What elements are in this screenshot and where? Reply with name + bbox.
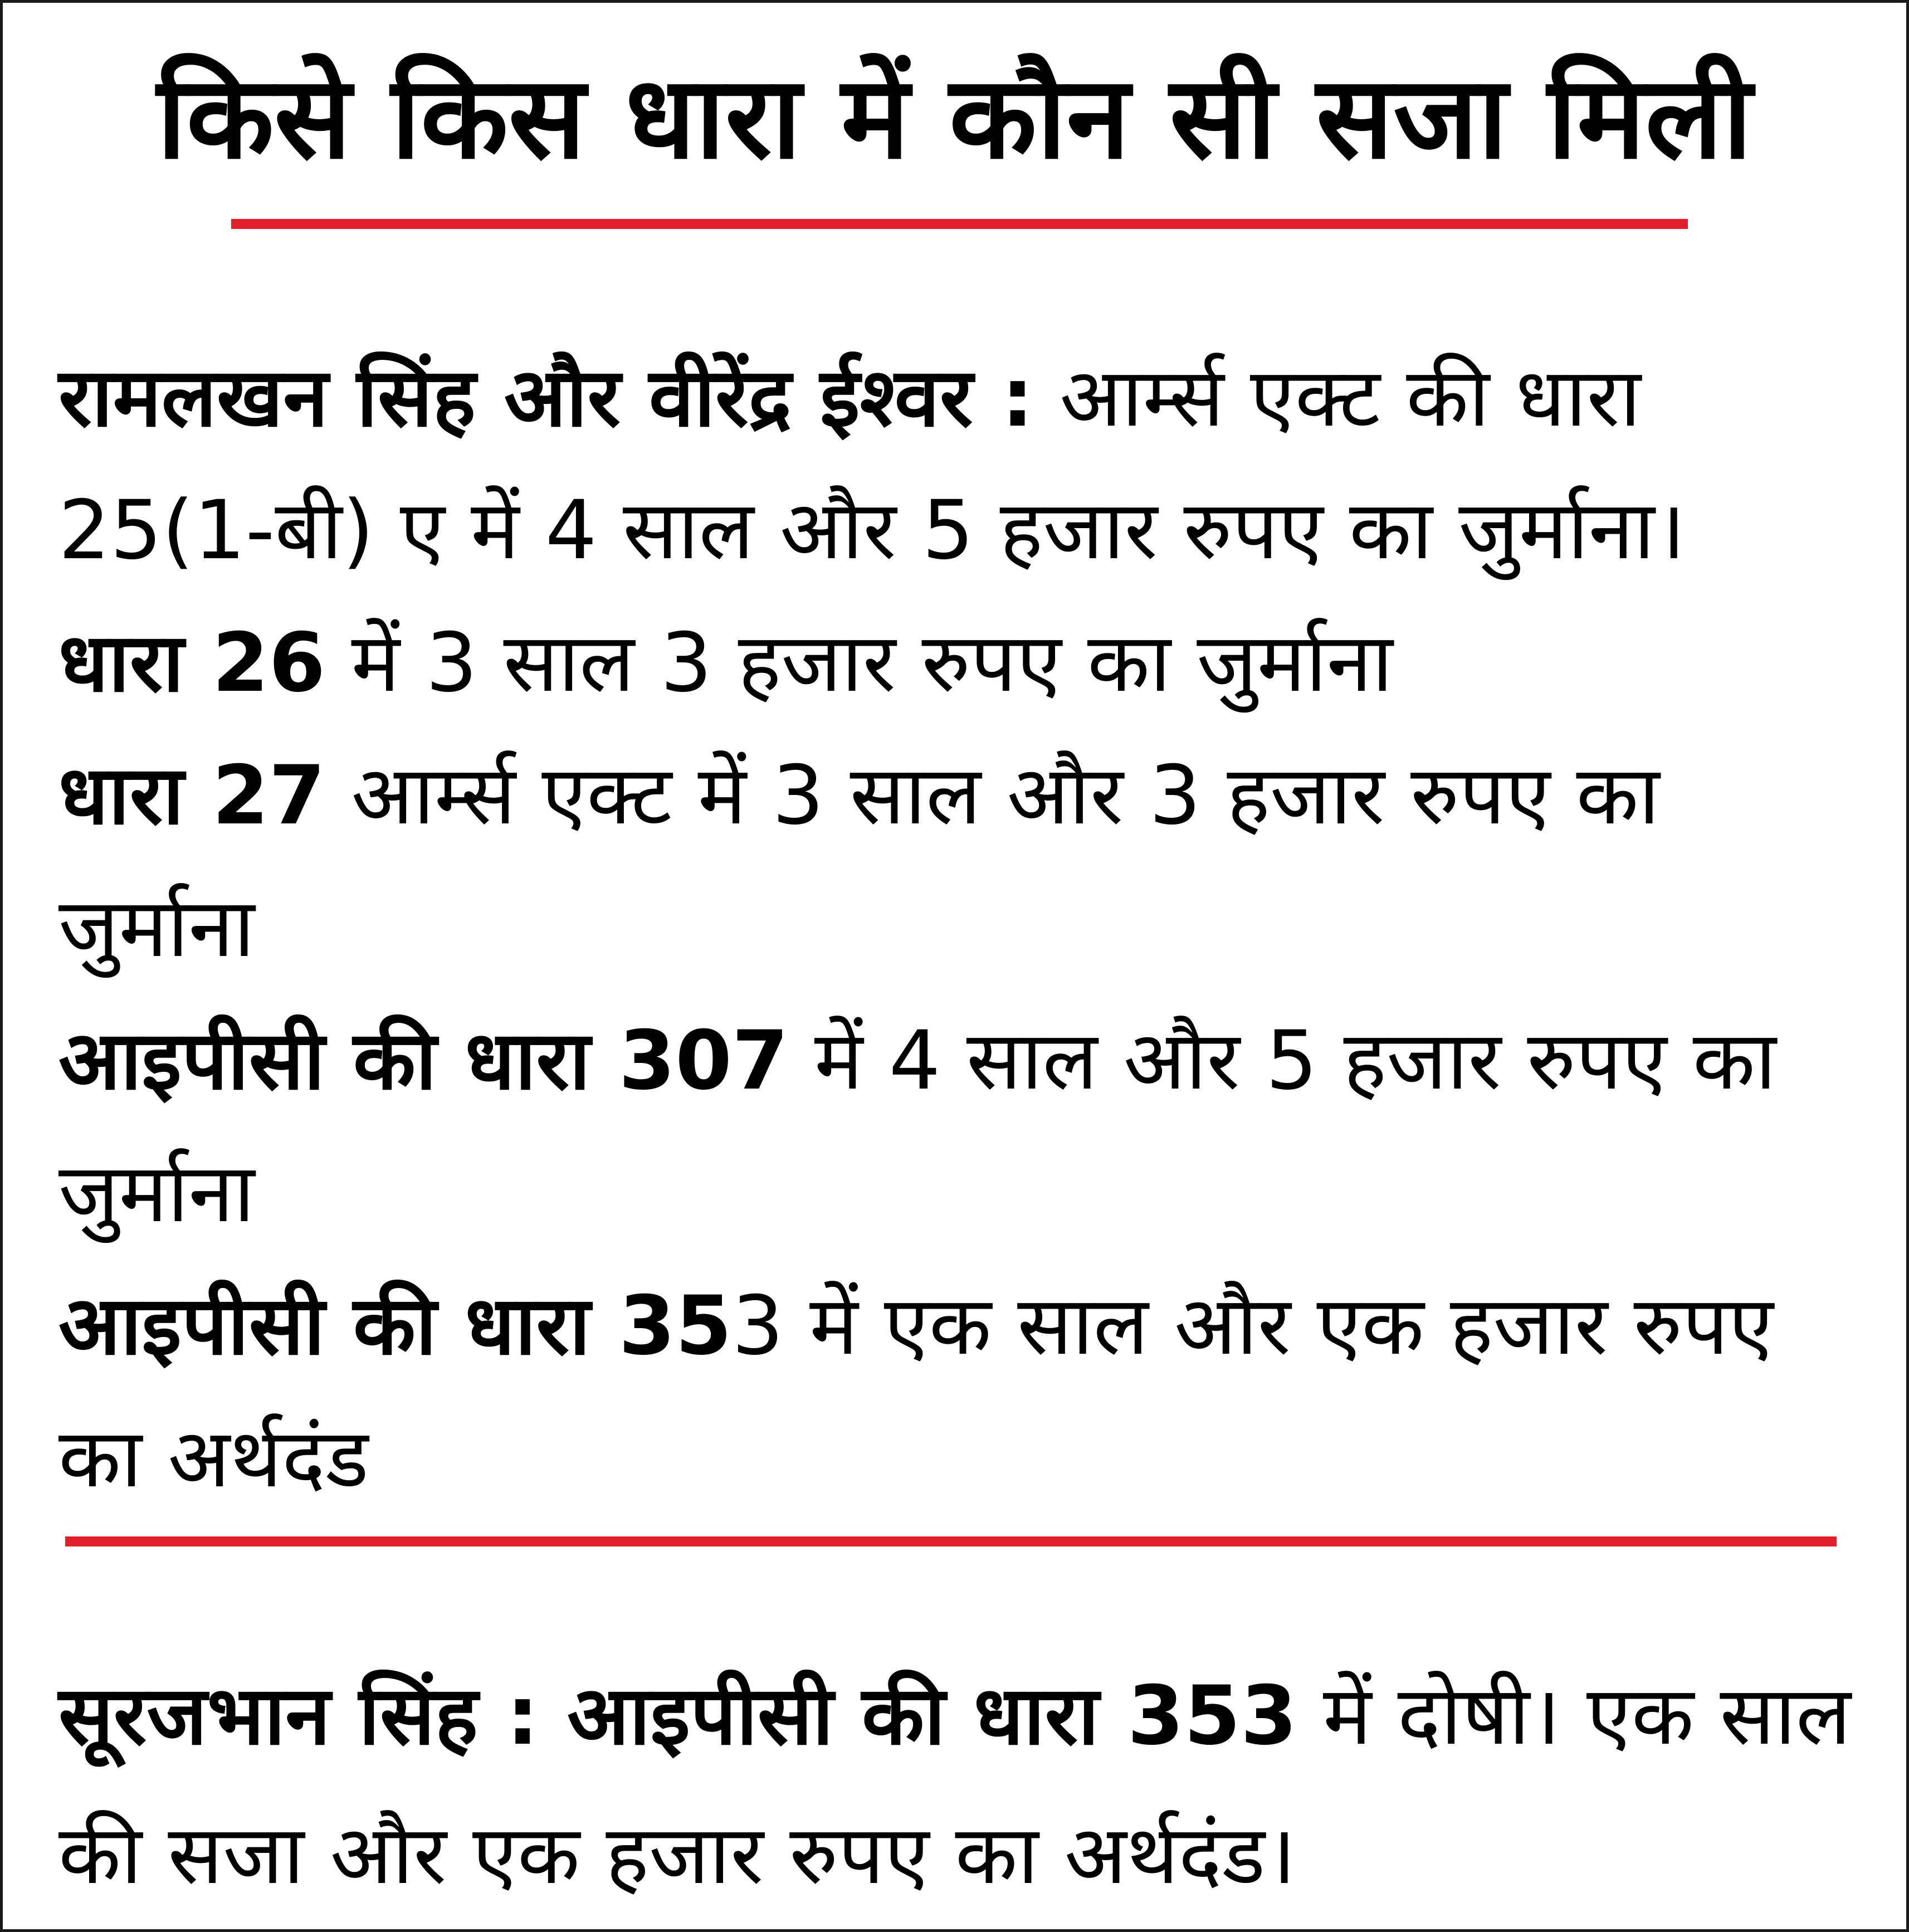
entry-heading: आइपीसी की धारा 307: [58, 1013, 789, 1108]
entry-text: आर्म्स एक्ट की धारा 25(1-बी) ए में 4 साल और 5 हजार रुपए का जुर्माना।: [58, 350, 1686, 578]
page-title: किसे किस धारा में कौन सी सजा मिली: [157, 52, 1752, 184]
entry-section-27: [58, 729, 1863, 994]
entry-text: 3 में एक साल और एक हजार रुपए का अर्थदंड: [58, 1279, 1774, 1506]
entry-ipc-307: [58, 994, 1863, 1260]
entry-text: में दोषी। एक साल की सजा और एक हजार रुपए का अर्थदंड।: [58, 1668, 1851, 1902]
entry-section-26: [58, 597, 1863, 729]
entry-ipc-353: [58, 1260, 1863, 1525]
entry-heading: धारा 26: [58, 616, 326, 710]
entry-text: में 3 साल 3 हजार रुपए का जुर्माना: [325, 616, 1393, 710]
entry-ramlakhan-veerendra: [58, 331, 1863, 597]
section-divider: [65, 1536, 1837, 1546]
sentence-list-section: [58, 331, 1863, 1525]
entry-heading: आइपीसी की धारा 35: [58, 1279, 732, 1373]
surajbhan-section: [58, 1646, 1863, 1925]
entry-name: सूरजभान सिंह :: [58, 1668, 539, 1763]
entry-offense: आइपीसी की धारा 353: [539, 1668, 1297, 1763]
title-divider: [231, 219, 1688, 229]
entry-text: में 4 साल और 5 हजार रुपए का जुर्माना: [58, 1013, 1776, 1241]
entry-text: आर्म्स एक्ट में 3 साल और 3 हजार रुपए का जुर्माना: [58, 748, 1660, 975]
entry-heading: रामलखन सिंह और वीरेंद्र ईश्वर :: [58, 350, 1034, 445]
entry-heading: धारा 27: [58, 748, 326, 843]
entry-surajbhan: [58, 1646, 1863, 1925]
